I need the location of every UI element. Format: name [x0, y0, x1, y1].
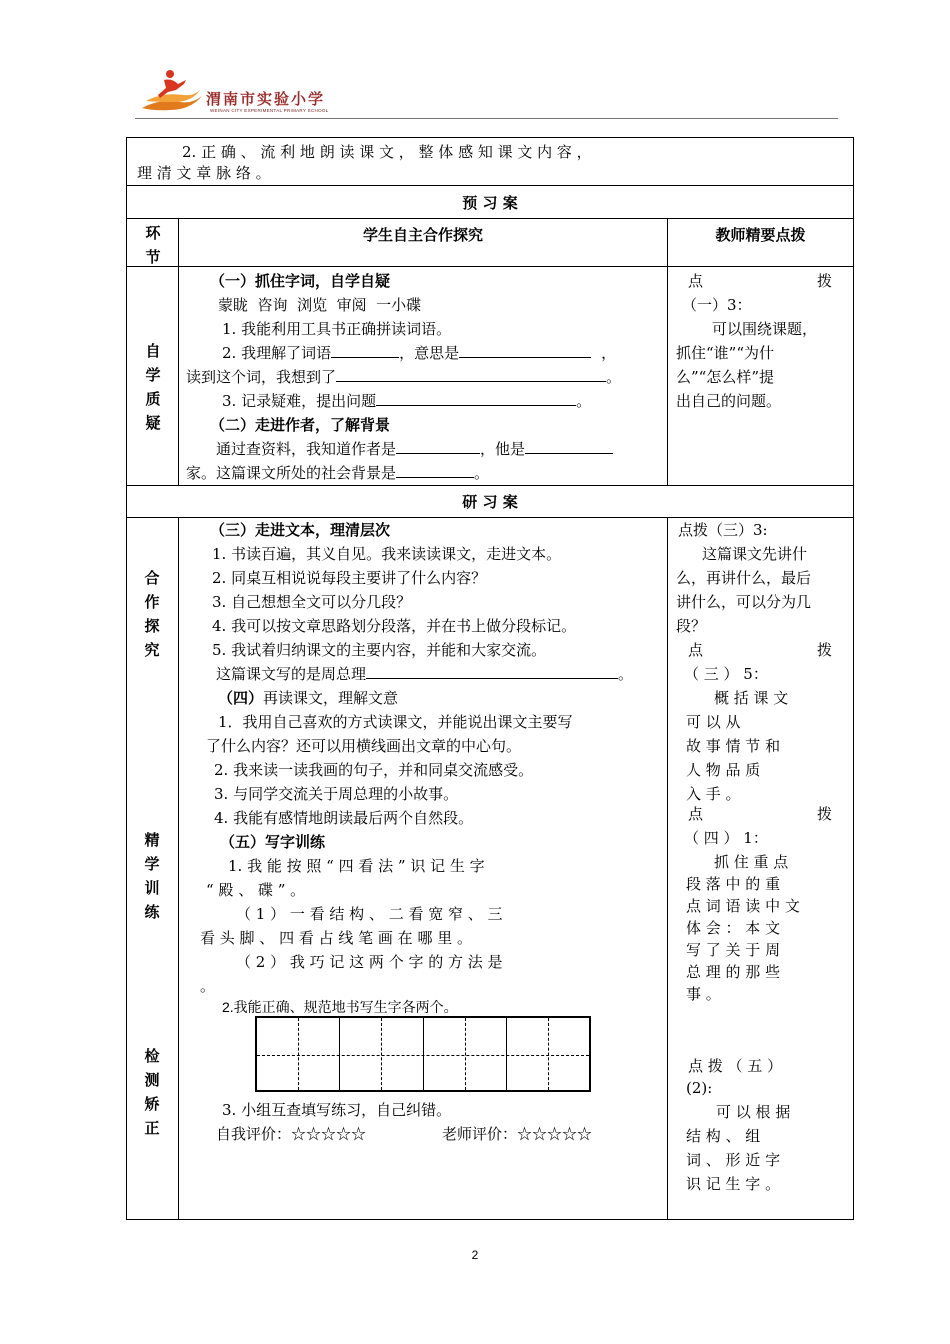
- writing-grid[interactable]: [255, 1016, 591, 1092]
- study-t-line-4: 3. 与同学交流关于周总理的小故事。: [214, 785, 459, 803]
- study-t-line-1: 1．我用自己喜欢的方式读课文，并能说出课文主要写: [218, 713, 573, 731]
- blank[interactable]: [396, 463, 474, 478]
- blank[interactable]: [396, 439, 480, 454]
- col-header-teacher: 教师精要点拨: [668, 219, 854, 267]
- stage-self-study: [127, 267, 179, 486]
- blank[interactable]: [459, 343, 591, 358]
- study-line-3: 3. 自己想想全文可以分几段？: [212, 593, 412, 611]
- study-t-line-5: 4. 我能有感情地朗读最后两个自然段。: [214, 809, 474, 827]
- tip-3-3-line-3: 讲什么，可以分为几: [676, 593, 812, 611]
- tip-3-5-line-4: 人 物 品 质: [686, 761, 761, 779]
- blank[interactable]: [376, 391, 576, 406]
- study-heading-5: （五）写字训练: [220, 833, 326, 851]
- tip-preview-head: 点 拨: [688, 272, 832, 290]
- stage-correction: 检测矫正: [144, 1047, 160, 1137]
- preview-line-6: 家。这篇课文所处的社会背景是 。: [186, 464, 490, 482]
- tip-4-1-line-2: 段 落 中 的 重: [686, 875, 781, 893]
- writing-line-8: 3. 小组互查填写练习，自己纠错。: [222, 1101, 452, 1119]
- blank[interactable]: [336, 367, 606, 382]
- tip-3-3-line-1: 这篇课文先讲什: [702, 545, 808, 563]
- tip-5-2-head: 点 拨 （ 五 ）: [688, 1057, 783, 1075]
- school-name-en: WEINAN CITY EXPERIMENTAL PRIMARY SCHOOL: [210, 108, 329, 113]
- blank[interactable]: [525, 439, 613, 454]
- tip-4-1-line-5: 写 了 关 于 周: [686, 941, 781, 959]
- col-header-stage-text: 环节: [145, 224, 161, 266]
- col-header-stage: [127, 219, 179, 267]
- preview-section-title: 预 习 案: [127, 186, 854, 219]
- study-t-line-2: 了什么内容？还可以用横线画出文章的中心句。: [206, 737, 522, 755]
- study-heading-3: （三）走进文本，理清层次: [210, 521, 391, 539]
- preview-line-1: 1. 我能利用工具书正确拼读词语。: [222, 320, 452, 338]
- grid-box[interactable]: [340, 1018, 423, 1090]
- tip-3-3-head: 点拨（三）3:: [678, 521, 768, 539]
- grid-box[interactable]: [424, 1018, 507, 1090]
- self-evaluation[interactable]: 自我评价：☆☆☆☆☆: [216, 1125, 367, 1143]
- tip-4-1-label: （ 四 ） 1：: [684, 829, 768, 847]
- study-line-5: 5. 我试着归纳课文的主要内容，并能和大家交流。: [212, 641, 547, 659]
- writing-line-3: （ 1 ） 一 看 结 构 、 二 看 宽 窄 、 三: [236, 905, 503, 923]
- tip-3-3-line-4: 段？: [676, 617, 707, 635]
- tip-5-2-line-4: 识 记 生 字 。: [686, 1175, 781, 1193]
- school-name: 渭南市实验小学: [206, 90, 326, 108]
- tip-5-2-head-2: (2):: [686, 1079, 713, 1097]
- teacher-evaluation[interactable]: 老师评价：☆☆☆☆☆: [442, 1125, 593, 1143]
- tip-4-1-line-7: 事 。: [686, 985, 721, 1003]
- writing-line-1: 1. 我 能 按 照 “ 四 看 法 ” 识 记 生 字: [228, 857, 485, 875]
- study-section-title: 研 习 案: [127, 486, 854, 518]
- tip-3-5-line-5: 入 手 。: [686, 785, 741, 803]
- page-number: 2: [471, 1248, 479, 1262]
- tip-5-2-line-3: 词 、 形 近 字: [686, 1151, 781, 1169]
- preview-line-4: 3. 记录疑难，提出问题 。: [222, 392, 592, 410]
- preview-line-2: 2. 我理解了词语 ，意思是 ，: [222, 344, 617, 362]
- study-line-1: 1. 书读百遍，其义自见。我来读读课文，走进文本。: [212, 545, 562, 563]
- tip-preview-line-4: 出自己的问题。: [676, 392, 782, 410]
- study-heading-4: （四）再读课文，理解文意: [218, 689, 399, 707]
- study-t-line-3: 2. 我来读一读我画的句子，并和同桌交流感受。: [214, 761, 534, 779]
- blank[interactable]: [366, 664, 618, 679]
- preview-line-3: 读到这个词，我想到了 。: [186, 368, 622, 386]
- tip-3-5-line-1: 概 括 课 文: [714, 689, 789, 707]
- tip-preview-line-1: 可以围绕课题，: [712, 320, 818, 338]
- study-line-2: 2. 同桌互相说说每段主要讲了什么内容？: [212, 569, 487, 587]
- objective-line-1: 2. 正 确 、 流 利 地 朗 读 课 文 ， 整 体 感 知 课 文 内 容 ，: [182, 143, 592, 161]
- tip-5-2-line-1: 可 以 根 据: [716, 1103, 791, 1121]
- runner-logo-icon: [140, 68, 206, 112]
- tip-3-3-line-2: 么，再讲什么，最后: [676, 569, 812, 587]
- objective-line-2: 理 清 文 章 脉 络 。: [137, 164, 271, 182]
- tip-3-5-line-3: 故 事 情 节 和: [686, 737, 781, 755]
- grid-box[interactable]: [507, 1018, 589, 1090]
- grid-box[interactable]: [257, 1018, 340, 1090]
- writing-line-5: （ 2 ） 我 巧 记 这 两 个 字 的 方 法 是: [236, 953, 503, 971]
- tip-preview-label: （一）3：: [682, 296, 752, 314]
- tip-4-1-head: 点 拨: [688, 805, 832, 823]
- preview-heading-2: （二）走进作者，了解背景: [210, 416, 391, 434]
- tip-preview-line-3: 么”“怎么样”提: [676, 368, 775, 386]
- tip-3-5-head: 点 拨: [688, 641, 832, 659]
- tip-4-1-line-3: 点 词 语 读 中 文: [686, 897, 800, 915]
- tip-4-1-line-6: 总 理 的 那 些: [686, 963, 781, 981]
- col-header-student: 学生自主合作探究: [179, 219, 668, 267]
- tip-3-5-line-2: 可 以 从: [686, 713, 741, 731]
- objective-cell: [127, 138, 854, 186]
- writing-line-6: 。: [200, 977, 216, 995]
- vocab-words: 蒙眬 咨询 浏览 审阅 一小碟: [218, 296, 422, 314]
- tip-4-1-line-1: 抓 住 重 点: [714, 853, 789, 871]
- tip-5-2-line-2: 结 构 、 组: [686, 1127, 761, 1145]
- writing-line-4: 看 头 脚 、 四 看 占 线 笔 画 在 哪 里 。: [200, 929, 472, 947]
- tip-4-1-line-4: 体 会 ： 本 文: [686, 919, 781, 937]
- tip-preview-line-2: 抓住“谁”“为什: [676, 344, 775, 362]
- header-divider: [135, 118, 838, 119]
- writing-line-7: 2.我能正确、规范地书写生字各两个。: [222, 999, 458, 1015]
- writing-line-2: “ 殿 、 碟 ” 。: [206, 881, 306, 899]
- blank[interactable]: [331, 343, 399, 358]
- preview-heading-1: （一）抓住字词，自学自疑: [210, 272, 391, 290]
- study-line-6: 这篇课文写的是周总理 。: [216, 665, 634, 683]
- preview-line-5: 通过查资料，我知道作者是 ，他是: [216, 439, 613, 459]
- stage-intensive: 精学训练: [144, 831, 160, 921]
- study-line-4: 4. 我可以按文章思路划分段落，并在书上做分段标记。: [212, 617, 577, 635]
- tip-3-5-label: （ 三 ） 5：: [684, 665, 768, 683]
- stage-cooperative: 合作探究: [144, 569, 160, 659]
- school-logo: [140, 68, 360, 118]
- stage-self-study-text: 自学质疑: [145, 342, 161, 432]
